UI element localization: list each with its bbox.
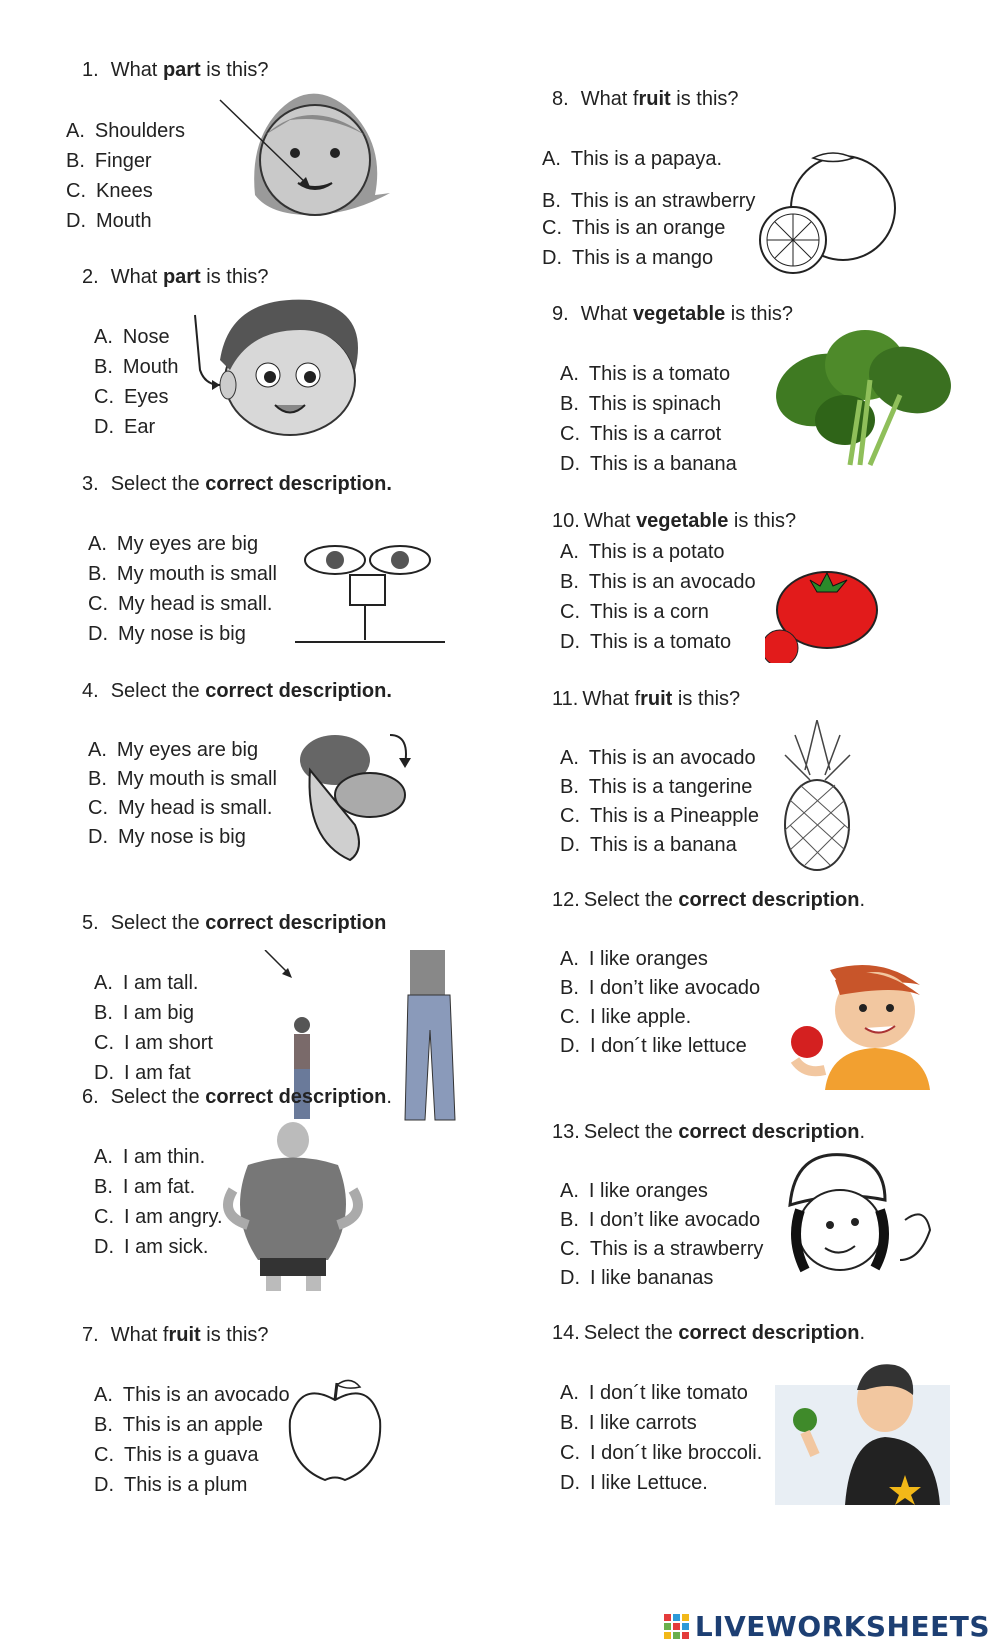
option-3a[interactable]: A. My eyes are big bbox=[88, 533, 259, 555]
option-4d[interactable]: D. My nose is big bbox=[88, 826, 246, 848]
boy-with-banana-picture bbox=[780, 1150, 940, 1280]
pineapple-picture bbox=[775, 720, 860, 875]
option-4a[interactable]: A. My eyes are big bbox=[88, 739, 259, 761]
question-10: 10. What vegetable is this? bbox=[552, 510, 797, 532]
question-6: 6. Select the correct description. bbox=[82, 1086, 392, 1108]
option-10c[interactable]: C. This is a corn bbox=[560, 601, 709, 623]
option-6d[interactable]: D. I am sick. bbox=[94, 1236, 209, 1258]
question-14: 14. Select the correct description. bbox=[552, 1322, 866, 1344]
option-5b[interactable]: B. I am big bbox=[94, 1002, 195, 1024]
option-13a[interactable]: A. I like oranges bbox=[560, 1180, 708, 1202]
option-11c[interactable]: C. This is a Pineapple bbox=[560, 805, 759, 827]
option-9d[interactable]: D. This is a banana bbox=[560, 453, 737, 475]
option-3c[interactable]: C. My head is small. bbox=[88, 593, 273, 615]
question-number: 1. bbox=[82, 59, 99, 81]
option-6a[interactable]: A. I am thin. bbox=[94, 1146, 206, 1168]
question-7: 7. What fruit is this? bbox=[82, 1324, 269, 1346]
question-2: 2. What part is this? bbox=[82, 266, 269, 288]
option-12d[interactable]: D. I don´t like lettuce bbox=[560, 1035, 747, 1057]
question-4: 4. Select the correct description. bbox=[82, 680, 392, 702]
question-5: 5. Select the correct description bbox=[82, 912, 387, 934]
option-7c[interactable]: C. This is a guava bbox=[94, 1444, 259, 1466]
spinach-picture bbox=[770, 320, 955, 470]
option-13b[interactable]: B. I don’t like avocado bbox=[560, 1209, 761, 1231]
option-5a[interactable]: A. I am tall. bbox=[94, 972, 199, 994]
big-eyes-picture bbox=[295, 530, 445, 650]
option-14c[interactable]: C. I don´t like broccoli. bbox=[560, 1442, 763, 1464]
option-12b[interactable]: B. I don’t like avocado bbox=[560, 977, 761, 999]
option-2d[interactable]: D. Ear bbox=[94, 416, 156, 438]
orange-picture bbox=[758, 150, 903, 280]
option-11d[interactable]: D. This is a banana bbox=[560, 834, 737, 856]
option-5d[interactable]: D. I am fat bbox=[94, 1062, 191, 1084]
option-7a[interactable]: A. This is an avocado bbox=[94, 1384, 290, 1406]
logo-icon bbox=[664, 1614, 689, 1639]
liveworksheets-logo: LIVEWORKSHEETS bbox=[664, 1610, 990, 1643]
option-8c[interactable]: C. This is an orange bbox=[542, 217, 726, 239]
option-1c[interactable]: C. Knees bbox=[66, 180, 153, 202]
option-2b[interactable]: B. Mouth bbox=[94, 356, 179, 378]
option-1a[interactable]: A. Shoulders bbox=[66, 120, 185, 142]
option-9b[interactable]: B. This is spinach bbox=[560, 393, 722, 415]
option-5c[interactable]: C. I am short bbox=[94, 1032, 213, 1054]
option-4c[interactable]: C. My head is small. bbox=[88, 797, 273, 819]
option-4b[interactable]: B. My mouth is small bbox=[88, 768, 277, 790]
option-14d[interactable]: D. I like Lettuce. bbox=[560, 1472, 708, 1494]
option-14b[interactable]: B. I like carrots bbox=[560, 1412, 697, 1434]
option-7d[interactable]: D. This is a plum bbox=[94, 1474, 248, 1496]
big-nose-man-picture bbox=[295, 730, 425, 870]
option-12a[interactable]: A. I like oranges bbox=[560, 948, 708, 970]
question-3: 3. Select the correct description. bbox=[82, 473, 392, 495]
boy-face-picture bbox=[190, 290, 380, 440]
option-1d[interactable]: D. Mouth bbox=[66, 210, 152, 232]
question-13: 13. Select the correct description. bbox=[552, 1121, 866, 1143]
option-8b[interactable]: B. This is an strawberry bbox=[542, 190, 756, 212]
apple-picture bbox=[285, 1375, 385, 1485]
question-9: 9. What vegetable is this? bbox=[552, 303, 794, 325]
option-2c[interactable]: C. Eyes bbox=[94, 386, 169, 408]
question-1: 1. What part is this? bbox=[82, 59, 269, 81]
option-8d[interactable]: D. This is a mango bbox=[542, 247, 714, 269]
option-3b[interactable]: B. My mouth is small bbox=[88, 563, 277, 585]
option-1b[interactable]: B. Finger bbox=[66, 150, 152, 172]
question-8: 8. What fruit is this? bbox=[552, 88, 739, 110]
option-10a[interactable]: A. This is a potato bbox=[560, 541, 725, 563]
question-12: 12. Select the correct description. bbox=[552, 889, 866, 911]
option-9a[interactable]: A. This is a tomato bbox=[560, 363, 731, 385]
option-11b[interactable]: B. This is a tangerine bbox=[560, 776, 753, 798]
girl-face-picture bbox=[210, 75, 410, 225]
fat-man-picture bbox=[218, 1120, 368, 1295]
option-7b[interactable]: B. This is an apple bbox=[94, 1414, 263, 1436]
question-number: 2. bbox=[82, 266, 99, 288]
option-9c[interactable]: C. This is a carrot bbox=[560, 423, 722, 445]
option-3d[interactable]: D. My nose is big bbox=[88, 623, 246, 645]
option-13d[interactable]: D. I like bananas bbox=[560, 1267, 714, 1289]
option-8a[interactable]: A. This is a papaya. bbox=[542, 148, 723, 170]
option-10d[interactable]: D. This is a tomato bbox=[560, 631, 732, 653]
option-6b[interactable]: B. I am fat. bbox=[94, 1176, 196, 1198]
man-refusing-broccoli-picture bbox=[775, 1355, 950, 1505]
option-12c[interactable]: C. I like apple. bbox=[560, 1006, 692, 1028]
option-11a[interactable]: A. This is an avocado bbox=[560, 747, 756, 769]
option-13c[interactable]: C. This is a strawberry bbox=[560, 1238, 764, 1260]
option-14a[interactable]: A. I don´t like tomato bbox=[560, 1382, 748, 1404]
option-2a[interactable]: A. Nose bbox=[94, 326, 170, 348]
tomato-picture bbox=[765, 568, 880, 663]
question-11: 11. What fruit is this? bbox=[552, 688, 741, 710]
option-10b[interactable]: B. This is an avocado bbox=[560, 571, 756, 593]
boy-with-apple-picture bbox=[785, 960, 930, 1090]
option-6c[interactable]: C. I am angry. bbox=[94, 1206, 223, 1228]
